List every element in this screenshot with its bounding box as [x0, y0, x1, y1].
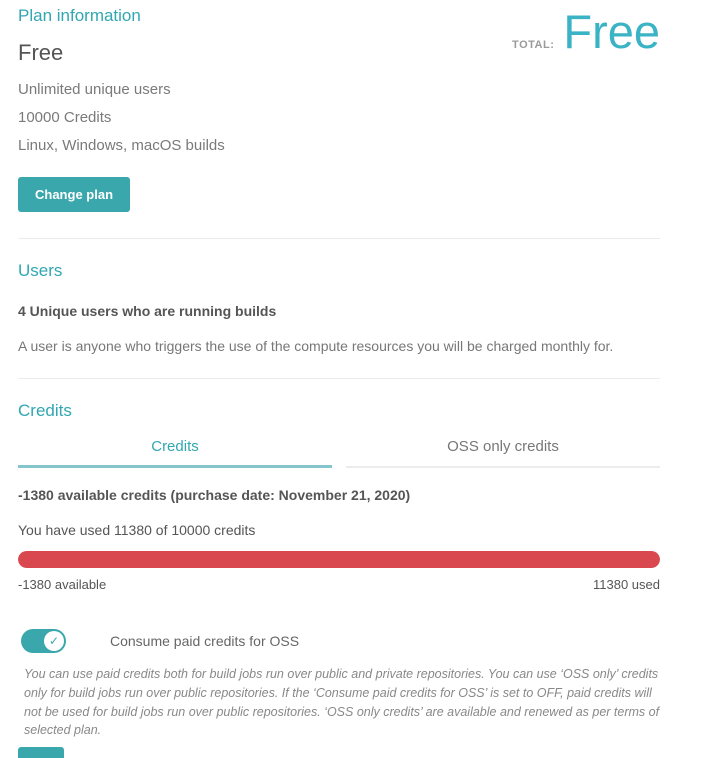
- plan-feature-credits: 10000 Credits: [18, 109, 112, 126]
- change-plan-button[interactable]: Change plan: [18, 177, 130, 212]
- plan-feature-users: Unlimited unique users: [18, 81, 171, 98]
- total-label: TOTAL:: [512, 39, 555, 51]
- oss-toggle-label: Consume paid credits for OSS: [110, 633, 300, 649]
- users-heading: Users: [18, 261, 63, 280]
- consume-paid-credits-toggle[interactable]: [21, 629, 66, 653]
- plan-total: [512, 5, 660, 58]
- credits-tabs: [18, 433, 660, 468]
- toggle-knob: [44, 631, 64, 651]
- users-description: A user is anyone who triggers the use of the compute resources you will be charged monthly for.: [18, 338, 614, 354]
- oss-toggle-row: [18, 629, 660, 653]
- credits-progress-bar: [18, 551, 660, 568]
- plan-information-section: [18, 5, 660, 212]
- credits-used-label: 11380 used: [593, 577, 660, 592]
- plan-name: Free: [18, 40, 64, 65]
- users-summary: 4 Unique users who are running builds: [18, 303, 277, 319]
- check-icon: ✓: [48, 634, 60, 648]
- credits-heading: Credits: [18, 401, 72, 420]
- credits-progress-fill: [18, 551, 660, 568]
- credits-summary: -1380 available credits (purchase date: November 21, 2020): [18, 487, 411, 503]
- section-divider: [18, 378, 660, 379]
- plan-feature-list: [18, 76, 660, 160]
- plan-feature-builds: Linux, Windows, macOS builds: [18, 137, 225, 154]
- tab-oss-only-credits[interactable]: OSS only credits: [346, 433, 660, 468]
- credits-section: [18, 400, 660, 740]
- credits-fine-print: You can use paid credits both for build jobs run over public and private repositories. You can use ‘OSS only’ credits only for build jobs run over public repositories. If the ‘Consume paid credits for OSS’ is set to OFF, paid credits will not be used for build jobs run over public repositories. ‘OSS only credits’ are available and renewed as per terms of selected plan.: [24, 667, 660, 738]
- tab-credits[interactable]: Credits: [18, 433, 332, 468]
- credits-progress-labels: [18, 577, 660, 592]
- content-column: [18, 0, 660, 758]
- total-value: Free: [563, 5, 660, 58]
- users-section: [18, 260, 660, 354]
- credits-usage-text: You have used 11380 of 10000 credits: [18, 522, 256, 538]
- plan-information-heading: Plan information: [18, 6, 141, 25]
- credits-available-label: -1380 available: [18, 577, 107, 592]
- section-divider: [18, 238, 660, 239]
- cutoff-button-fragment[interactable]: [18, 747, 64, 758]
